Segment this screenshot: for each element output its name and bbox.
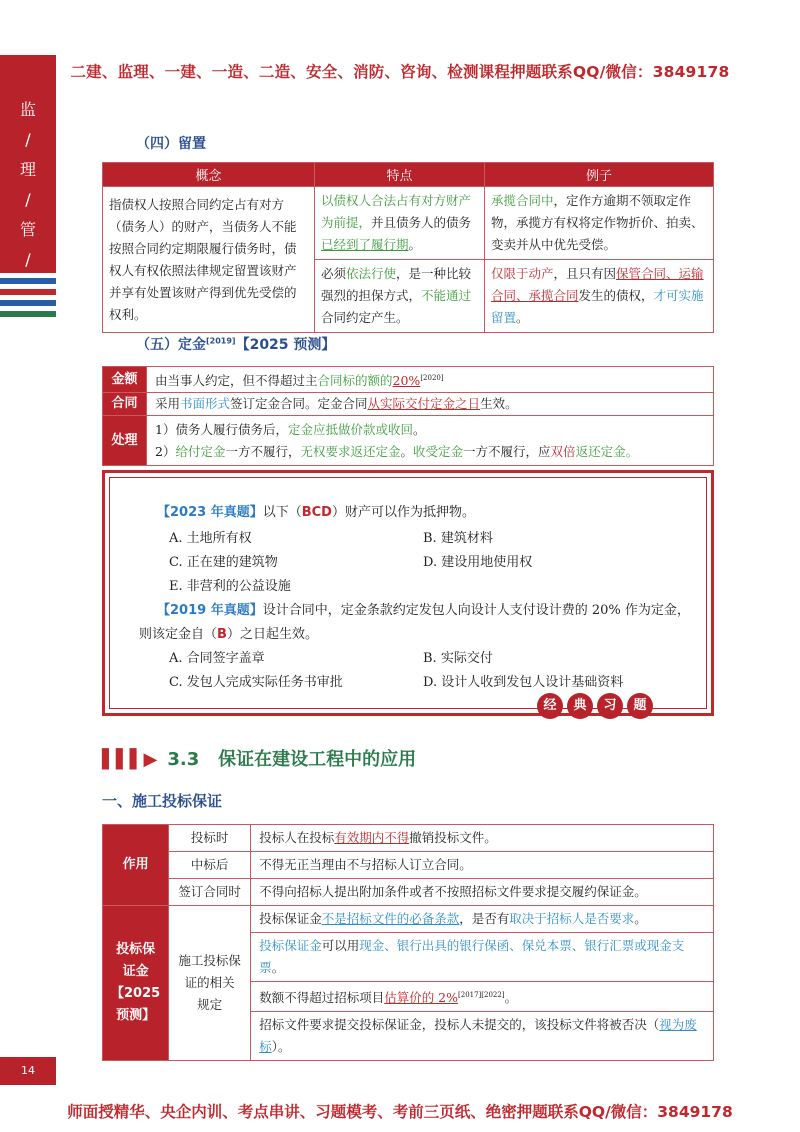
bond-rule-4: 招标文件要求提交投标保证金，投标人未提交的，该投标文件将被否决（视为废标）。 (251, 1012, 714, 1061)
bond-rule-3: 数额不得超过招标项目估算价的 2%[2017][2022]。 (251, 982, 714, 1012)
side-tab-text: 监 / 理 / 管 / (19, 100, 36, 269)
badge-char-3: 习 (597, 693, 623, 719)
side-chapter-tab (0, 55, 56, 273)
q1-option-c: C. 正在建的建筑物 (169, 555, 278, 570)
deposit-section-title: （五）定金[2019]【2025 预测】 (136, 336, 336, 353)
bond-rule-2: 投标保证金可以用现金、银行出具的银行保函、保兑本票、银行汇票或现金支票。 (251, 933, 714, 982)
lien-section-title: （四）留置 (136, 136, 206, 152)
header-example: 例子 (485, 163, 714, 187)
deposit-amount-label: 金额 (103, 367, 147, 393)
lien-feature-2: 必须依法行使，是一种比较强烈的担保方式，不能通过合同约定产生。 (315, 260, 485, 333)
bond-sub: 施工投标保 证的相关 规定 (169, 906, 251, 1061)
q1-option-b: B. 建筑材料 (423, 531, 493, 546)
role-value-1: 投标人在投标有效期内不得撤销投标文件。 (251, 825, 714, 852)
top-banner: 二建、监理、一建、一造、二造、安全、消防、咨询、检测课程押题联系QQ/微信：3849178 (70, 63, 730, 81)
lien-example-2: 仅限于动产，且只有因保管合同、运输合同、承揽合同发生的债权，才可实施留置。 (485, 260, 714, 333)
badge-char-2: 典 (567, 693, 593, 719)
deposit-table (102, 366, 714, 466)
deposit-contract-label: 合同 (103, 393, 147, 416)
deposit-handling-value: 1）债务人履行债务后，定金应抵做价款或收回。 2）给付定金一方不履行，无权要求返还定金。收受定金一方不履行，应双倍返还定金。 (147, 416, 714, 466)
q1-option-d: D. 建设用地使用权 (423, 555, 533, 570)
deposit-contract-value: 采用书面形式签订定金合同。定金合同从实际交付定金之日生效。 (147, 393, 714, 416)
role-sub-1: 投标时 (169, 825, 251, 852)
side-decorative-stripes (0, 278, 56, 322)
badge-char-4: 题 (627, 693, 653, 719)
q2-option-a: A. 合同签字盖章 (169, 651, 265, 666)
q2-option-c: C. 发包人完成实际任务书审批 (169, 675, 343, 690)
header-feature: 特点 (315, 163, 485, 187)
role-label: 作用 (103, 825, 169, 906)
q1-option-e: E. 非营利的公益设施 (169, 579, 291, 594)
badge-char-1: 经 (537, 693, 563, 719)
header-concept: 概念 (103, 163, 315, 187)
bond-rule-1: 投标保证金不是招标文件的必备条款，是否有取决于招标人是否要求。 (251, 906, 714, 933)
q2-option-d: D. 设计人收到发包人设计基础资料 (423, 675, 624, 690)
role-value-3: 不得向招标人提出附加条件或者不按照招标文件要求提交履约保证金。 (251, 879, 714, 906)
question-1: 【2023 年真题】以下（BCD）财产可以作为抵押物。 (157, 505, 475, 520)
role-sub-2: 中标后 (169, 852, 251, 879)
section-heading-3-3: ▌▌▌▶ 3.3 保证在建设工程中的应用 (102, 749, 417, 770)
q1-option-a: A. 土地所有权 (169, 531, 252, 546)
bid-table (102, 824, 714, 1061)
lien-feature-1: 以债权人合法占有对方财产为前提，并且债务人的债务已经到了履行期。 (315, 187, 485, 260)
question-2-line-1: 【2019 年真题】设计合同中，定金条款约定发包人向设计人支付设计费的 20% 作为定金， (157, 603, 690, 618)
page-number: 14 (0, 1057, 56, 1085)
exercise-frame (102, 470, 714, 716)
role-sub-3: 签订合同时 (169, 879, 251, 906)
question-2-line-2: 则该定金自（B）之日起生效。 (139, 627, 318, 642)
deposit-amount-value: 由当事人约定，但不得超过主合同标的额的20%[2020] (147, 367, 714, 393)
bond-label: 投标保 证金 【2025 预测】 (103, 906, 169, 1061)
q2-option-b: B. 实际交付 (423, 651, 493, 666)
role-value-2: 不得无正当理由不与招标人订立合同。 (251, 852, 714, 879)
lien-table (102, 162, 714, 333)
lien-concept: 指债权人按照合同约定占有对方（债务人）的财产，当债务人不能按照合同约定期限履行债务时，债权人有权依照法律规定留置该财产并享有处置该财产得到优先受偿的权利。 (103, 187, 315, 333)
deposit-handling-label: 处理 (103, 416, 147, 466)
bottom-banner: 师面授精华、央企内训、考点串讲、习题模考、考前三页纸、绝密押题联系QQ/微信：3849178 (67, 1103, 733, 1121)
bid-bond-subtitle: 一、施工投标保证 (102, 792, 223, 810)
lien-example-1: 承揽合同中，定作方逾期不领取定作物，承揽方有权将定作物折价、拍卖、变卖并从中优先受偿。 (485, 187, 714, 260)
